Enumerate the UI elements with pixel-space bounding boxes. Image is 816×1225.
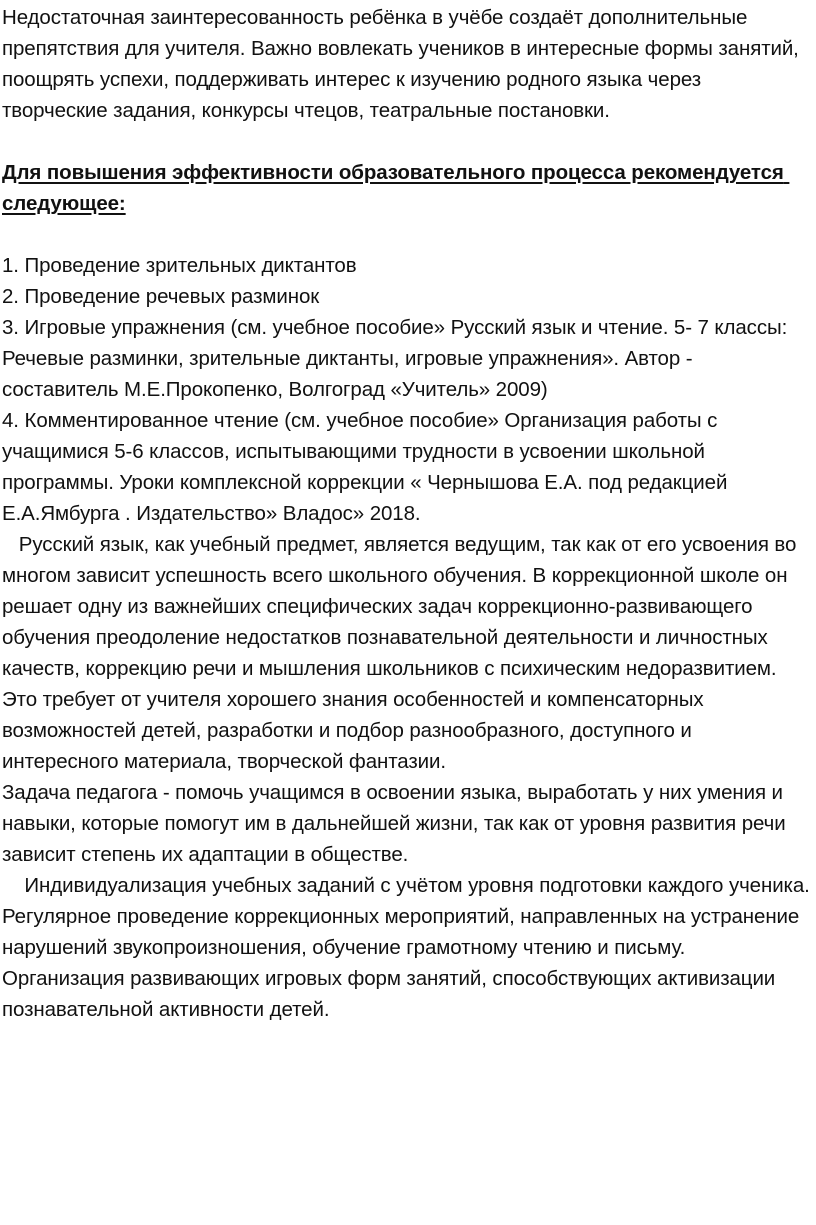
teacher-task-paragraph: Задача педагога - помочь учащимся в освоении языка, выработать у них умения и навыки, которые помогут им в дальнейшей жизни, так как от уровня развития речи зависит степень их адаптации в обществе. — [2, 781, 792, 866]
blank-line — [2, 219, 812, 250]
list-item: 3. Игровые упражнения (см. учебное пособие» Русский язык и чтение. 5- 7 классы: — [2, 316, 788, 339]
list-item: 4. Комментированное чтение (см. учебное пособие» Организация работы с учащимися 5-6 классов, испытывающими трудности в усвоении школьной программы. Уроки комплексной коррекции « Чернышова Е.А. под редакцией Е.А.Ямбурга . Издательство» Владос» 2018. — [2, 409, 733, 525]
list-item: 1. Проведение зрительных диктантов — [2, 254, 357, 277]
list-item-continuation: Речевые разминки, зрительные диктанты, игровые упражнения». Автор - составитель М.Е.Прокопенко, Волгоград «Учитель» 2009) — [2, 347, 699, 401]
individualization-paragraph: Индивидуализация учебных заданий с учётом уровня подготовки каждого ученика. Регулярное проведение коррекционных мероприятий, направленных на устранение нарушений звукопроизношения, обучение грамотному чтению и письму. — [2, 874, 816, 959]
russian-language-paragraph: Русский язык, как учебный предмет, является ведущим, так как от его усвоения во многом зависит успешность всего школьного обучения. В коррекционной школе он — [2, 533, 802, 587]
blank-line — [2, 126, 812, 157]
recommendations-heading: Для повышения эффективности образовательного процесса рекомендуется следующее: — [2, 161, 790, 215]
russian-language-paragraph-continued: решает одну из важнейших специфических задач коррекционно-развивающего обучения преодоление недостатков познавательной деятельности и личностных качеств, коррекцию речи и мышления школьников с психическим недоразвитием. Это требует от учителя хорошего знания особенностей и компенсаторных возможностей детей, разработки и подбор разнообразного, доступного и интересного материала, творческой фантазии. — [2, 595, 783, 773]
games-paragraph: Организация развивающих игровых форм занятий, способствующих активизации познавательной активности детей. — [2, 967, 781, 1021]
intro-paragraph: Недостаточная заинтересованность ребёнка в учёбе создаёт дополнительные препятствия для учителя. Важно вовлекать учеников в интересные формы занятий, поощрять успехи, поддерживать интерес к изучению родного языка через творческие задания, конкурсы чтецов, театральные постановки. — [2, 6, 805, 122]
list-item: 2. Проведение речевых разминок — [2, 285, 320, 308]
